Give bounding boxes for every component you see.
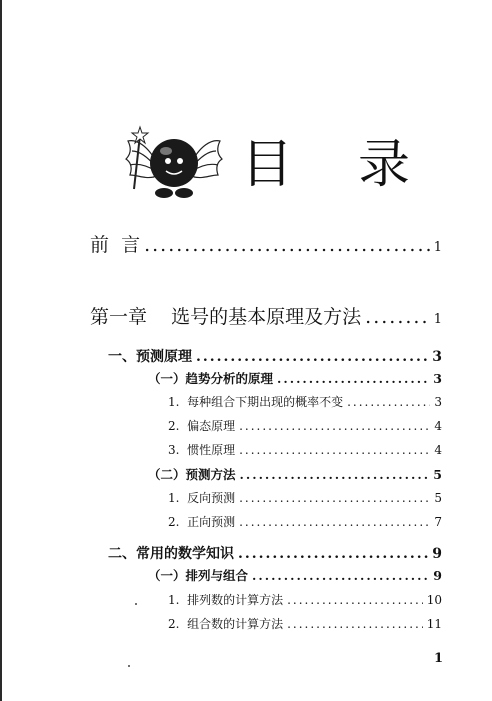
toc-entry-item[interactable] xyxy=(168,417,442,434)
toc-entry-section[interactable] xyxy=(108,346,442,366)
title-char-2: 录 xyxy=(358,135,411,195)
toc-entry-preface[interactable] xyxy=(90,230,442,257)
toc-entry-chapter-1[interactable] xyxy=(90,302,442,329)
footer-page-number: 1 xyxy=(434,651,444,666)
toc-page-number: 5 xyxy=(434,491,442,505)
toc-entry-item[interactable] xyxy=(168,615,442,632)
toc-label: 2. 偏态原理 xyxy=(168,419,236,433)
toc-label: 2. 正向预测 xyxy=(168,515,236,529)
toc-label: （二）预测方法 xyxy=(148,467,236,482)
toc-label: 2. 组合数的计算方法 xyxy=(168,617,284,631)
toc-label: 前 言 xyxy=(90,234,141,256)
toc-leader-dots xyxy=(365,306,430,328)
toc-leader-dots xyxy=(287,593,423,607)
toc-label: 1. 每种组合下期出现的概率不变 xyxy=(168,395,344,409)
toc-entry-item[interactable] xyxy=(168,441,442,458)
toc-entry-item[interactable] xyxy=(168,591,442,608)
toc-label: 1. 反向预测 xyxy=(168,491,236,505)
toc-label: 二、常用的数学知识 xyxy=(108,546,234,562)
scan-speck xyxy=(135,603,137,605)
toc-leader-dots xyxy=(252,568,429,583)
mascot-illustration xyxy=(118,125,230,205)
toc-entry-item[interactable] xyxy=(168,513,442,530)
toc-label: （一）排列与组合 xyxy=(148,568,249,583)
toc-leader-dots xyxy=(239,515,430,529)
toc-entry-subsection[interactable] xyxy=(148,566,442,584)
toc-entry-section[interactable] xyxy=(108,543,442,563)
toc-label: 第一章 选号的基本原理及方法 xyxy=(90,306,362,328)
toc-leader-dots xyxy=(240,467,430,482)
toc-page-number: 10 xyxy=(426,593,442,607)
toc-label: 1. 排列数的计算方法 xyxy=(168,593,284,607)
page-edge-line xyxy=(0,0,2,701)
toc-leader-dots xyxy=(144,234,430,256)
toc-leader-dots xyxy=(239,443,430,457)
toc-page-number: 7 xyxy=(434,515,442,529)
toc-page-number: 9 xyxy=(433,568,442,583)
toc-page-number: 3 xyxy=(432,349,442,365)
toc-page-number: 4 xyxy=(434,419,442,433)
toc-leader-dots xyxy=(239,419,430,433)
toc-leader-dots xyxy=(196,349,428,365)
toc-page-number: 3 xyxy=(434,395,442,409)
scan-speck xyxy=(128,665,130,667)
toc-page-number: 5 xyxy=(433,467,442,482)
title-char-1: 目 xyxy=(241,135,294,195)
toc-page-number: 4 xyxy=(434,443,442,457)
toc-page-number: 11 xyxy=(426,617,442,631)
toc-entry-item[interactable] xyxy=(168,393,442,410)
toc-leader-dots xyxy=(238,546,428,562)
toc-label: （一）趋势分析的原理 xyxy=(148,371,274,386)
toc-page-number: 9 xyxy=(432,546,442,562)
toc-leader-dots xyxy=(287,617,423,631)
toc-entry-subsection[interactable] xyxy=(148,369,442,387)
toc-page-number: 1 xyxy=(433,312,442,327)
toc-page-number: 1 xyxy=(433,240,442,255)
toc-leader-dots xyxy=(277,371,429,386)
toc-entry-item[interactable] xyxy=(168,489,442,506)
toc-label: 3. 惯性原理 xyxy=(168,443,236,457)
toc-entry-subsection[interactable] xyxy=(148,465,442,483)
toc-leader-dots xyxy=(347,395,430,409)
toc-leader-dots xyxy=(239,491,430,505)
toc-label: 一、预测原理 xyxy=(108,349,192,365)
toc-page-number: 3 xyxy=(433,371,442,386)
